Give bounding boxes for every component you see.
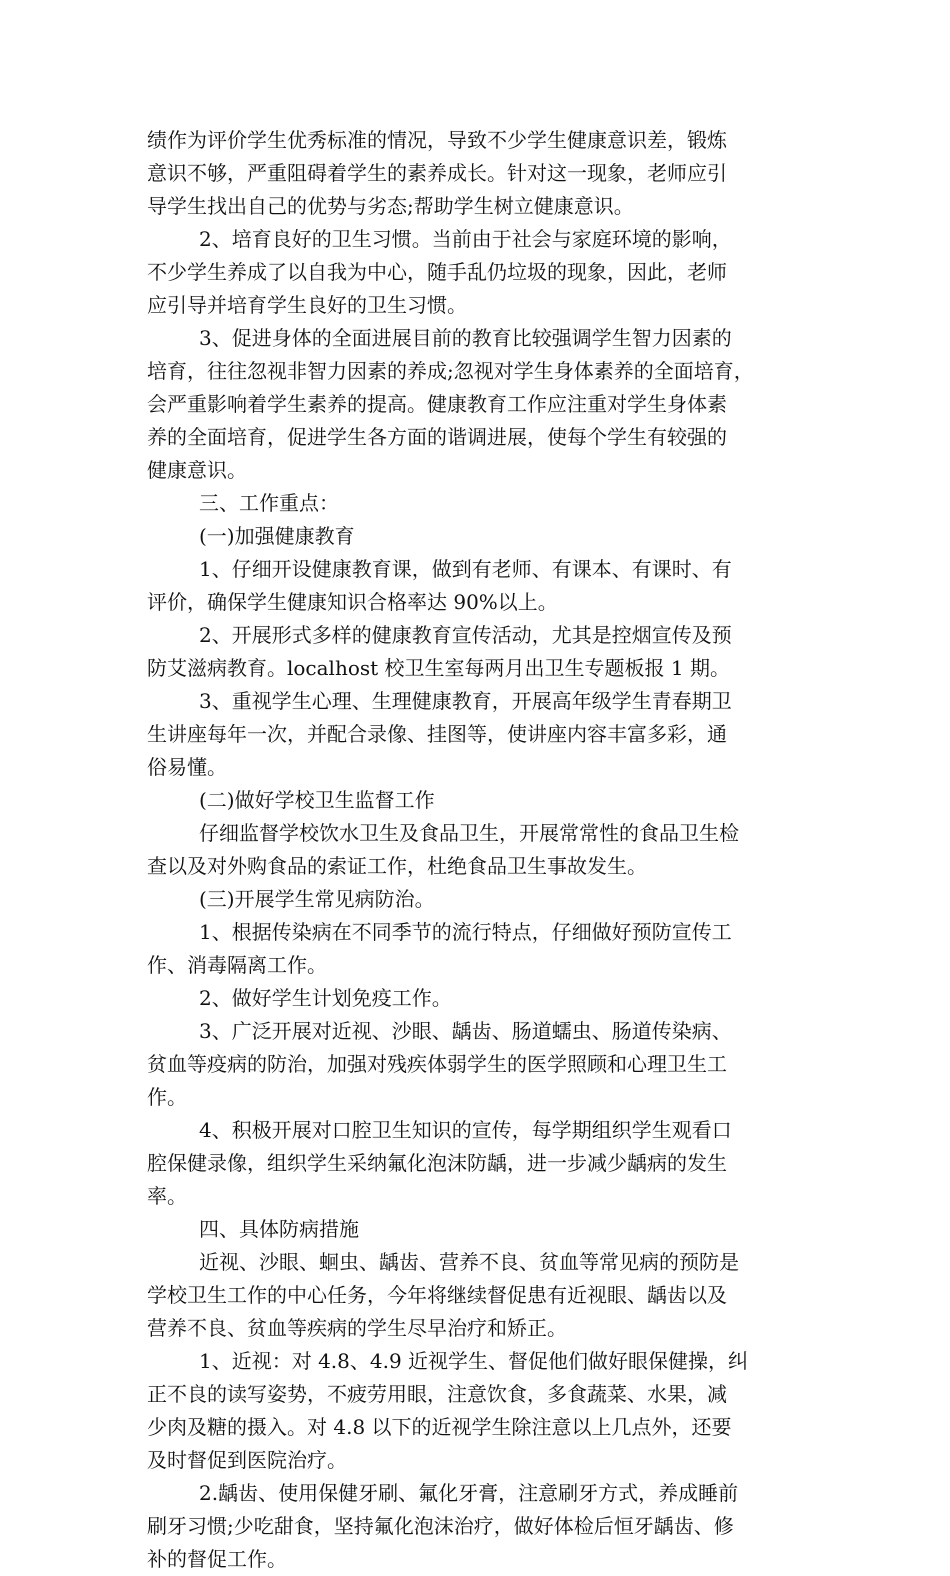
paragraph-first-line: 近视、沙眼、蛔虫、龋齿、营养不良、贫血等常见病的预防是 [199,1250,739,1274]
paragraph-first-line: (二)做好学校卫生监督工作 [199,788,435,812]
text-line: 生讲座每年一次，并配合录像、挂图等，使讲座内容丰富多彩，通 [147,722,727,746]
text-line: 不少学生养成了以自我为中心，随手乱仍垃圾的现象，因此，老师 [147,260,727,284]
paragraph-first-line: 3、重视学生心理、生理健康教育，开展高年级学生青春期卫 [199,689,732,713]
text-line: 腔保健录像，组织学生采纳氟化泡沫防龋，进一步减少龋病的发生 [147,1151,727,1175]
text-line: 补的督促工作。 [147,1547,287,1571]
text-line: 会严重影响着学生素养的提高。健康教育工作应注重对学生身体素 [147,392,727,416]
paragraph-first-line: 四、具体防病措施 [199,1217,359,1241]
text-line: 作。 [147,1085,187,1109]
paragraph-first-line: 2.龋齿、使用保健牙刷、氟化牙膏，注意刷牙方式，养成睡前 [199,1481,739,1505]
text-line: 刷牙习惯;少吃甜食，坚持氟化泡沫治疗，做好体检后恒牙龋齿、修 [147,1514,734,1538]
paragraph-first-line: 2、做好学生计划免疫工作。 [199,986,452,1010]
text-line: 健康意识。 [147,458,247,482]
text-line: 作、消毒隔离工作。 [147,953,327,977]
text-lines [147,124,812,1576]
text-line: 贫血等疫病的防治，加强对残疾体弱学生的医学照顾和心理卫生工 [147,1052,727,1076]
text-line: 营养不良、贫血等疾病的学生尽早治疗和矫正。 [147,1316,567,1340]
paragraph-first-line: 三、工作重点： [199,491,339,515]
text-line: 率。 [147,1184,187,1208]
paragraph-first-line: 2、开展形式多样的健康教育宣传活动，尤其是控烟宣传及预 [199,623,732,647]
text-line: 培育，往往忽视非智力因素的养成;忽视对学生身体素养的全面培育， [147,359,754,383]
text-line: 及时督促到医院治疗。 [147,1448,347,1472]
paragraph-first-line: 1、仔细开设健康教育课，做到有老师、有课本、有课时、有 [199,557,732,581]
text-line: 评价，确保学生健康知识合格率达 90%以上。 [147,590,558,614]
document-body [147,124,812,1576]
paragraph-first-line: 3、广泛开展对近视、沙眼、龋齿、肠道蠕虫、肠道传染病、 [199,1019,732,1043]
paragraph-first-line: 1、近视：对 4.8、4.9 近视学生、督促他们做好眼保健操，纠 [199,1349,749,1373]
text-line: 正不良的读写姿势，不疲劳用眼，注意饮食，多食蔬菜、水果，减 [147,1382,727,1406]
paragraph-first-line: (三)开展学生常见病防治。 [199,887,435,911]
text-line: 学校卫生工作的中心任务，今年将继续督促患有近视眼、龋齿以及 [147,1283,727,1307]
text-line: 俗易懂。 [147,755,227,779]
paragraph-first-line: 1、根据传染病在不同季节的流行特点，仔细做好预防宣传工 [199,920,732,944]
paragraph-first-line: 4、积极开展对口腔卫生知识的宣传，每学期组织学生观看口 [199,1118,732,1142]
text-line: 意识不够，严重阻碍着学生的素养成长。针对这一现象，老师应引 [147,161,727,185]
text-line: 应引导并培育学生良好的卫生习惯。 [147,293,467,317]
paragraph-first-line: (一)加强健康教育 [199,524,355,548]
text-line: 查以及对外购食品的索证工作，杜绝食品卫生事故发生。 [147,854,647,878]
text-line: 防艾滋病教育。localhost 校卫生室每两月出卫生专题板报 1 期。 [147,656,730,680]
paragraph-first-line: 2、培育良好的卫生习惯。当前由于社会与家庭环境的影响， [199,227,732,251]
paragraph-first-line: 仔细监督学校饮水卫生及食品卫生，开展常常性的食品卫生检 [199,821,739,845]
paragraph-first-line: 3、促进身体的全面进展目前的教育比较强调学生智力因素的 [199,326,732,350]
text-line: 绩作为评价学生优秀标准的情况，导致不少学生健康意识差，锻炼 [147,128,727,152]
text-line: 导学生找出自己的优势与劣态;帮助学生树立健康意识。 [147,194,634,218]
text-line: 少肉及糖的摄入。对 4.8 以下的近视学生除注意以上几点外，还要 [147,1415,732,1439]
text-line: 养的全面培育，促进学生各方面的谐调进展，使每个学生有较强的 [147,425,727,449]
